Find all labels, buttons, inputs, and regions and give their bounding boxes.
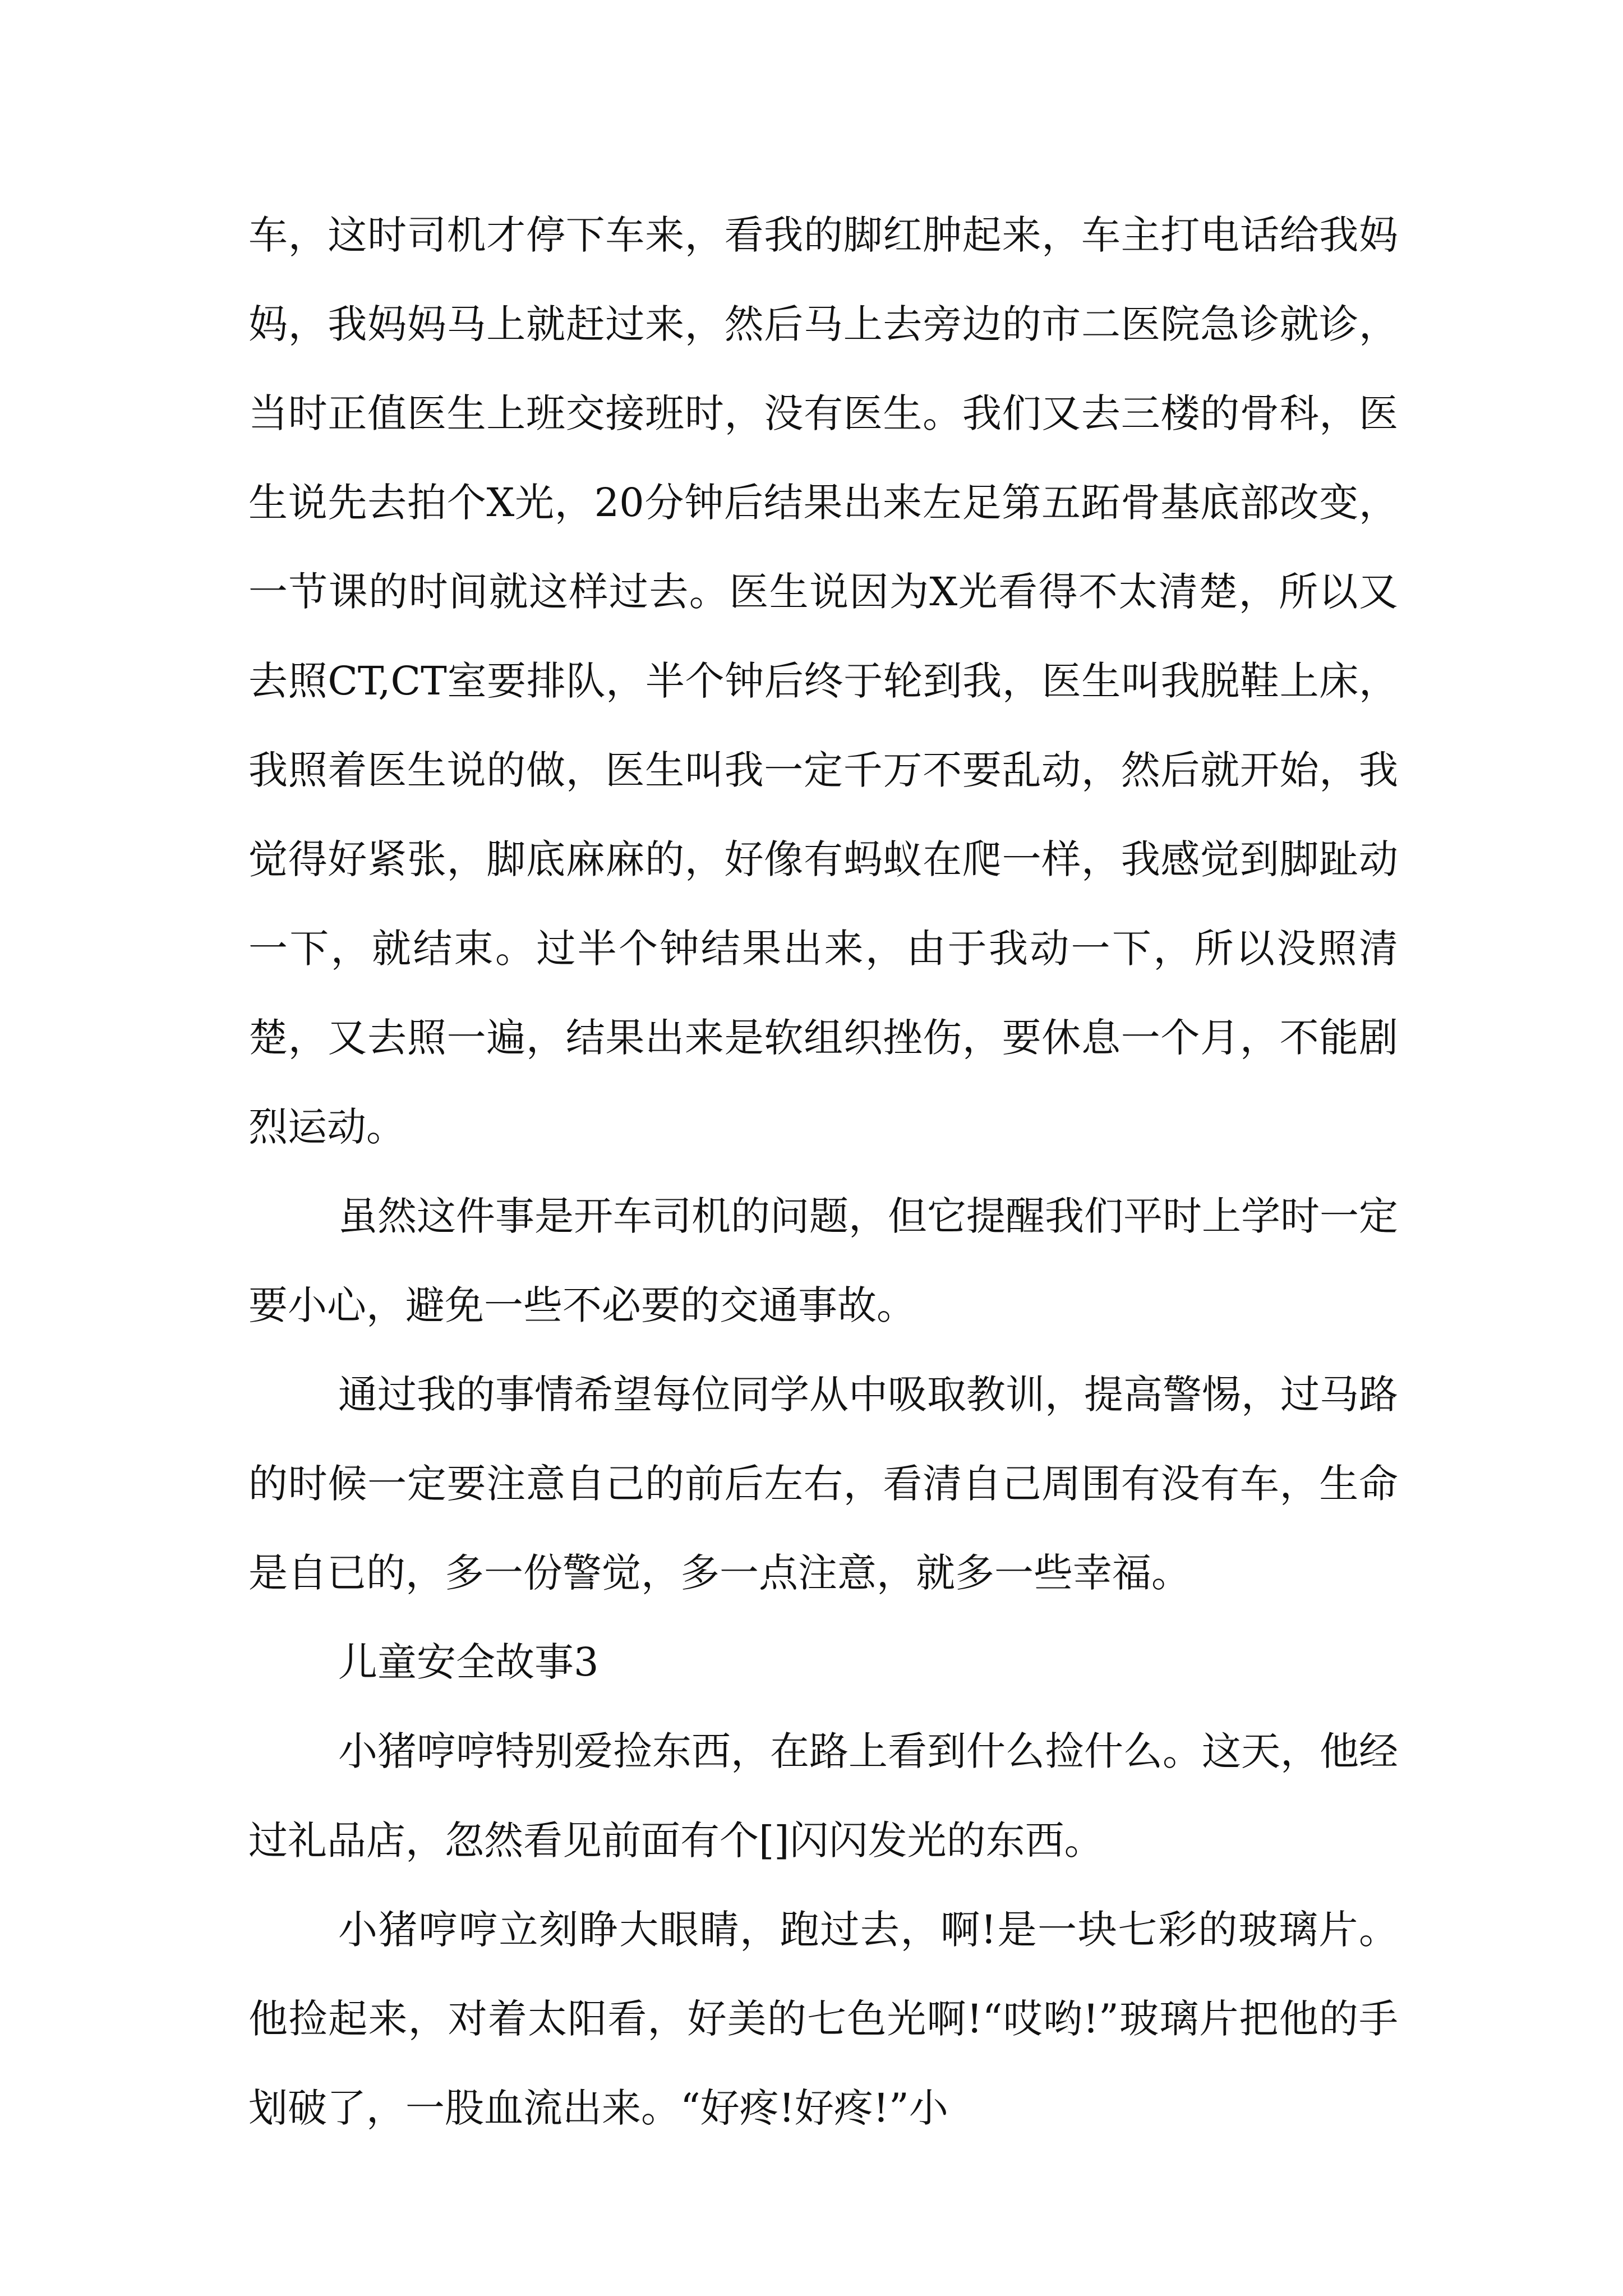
paragraph-story-glass: 小猪哼哼立刻睁大眼睛，跑过去，啊!是一块七彩的玻璃片。他捡起来，对着太阳看，好美的七色光啊!“哎哟!”玻璃片把他的手划破了，一股血流出来。“好疼!好疼!”小 <box>248 1907 1398 2131</box>
document-body <box>248 191 1398 2153</box>
paragraph-continuation: 车，这时司机才停下车来，看我的脚红肿起来，车主打电话给我妈妈，我妈妈马上就赶过来，然后马上去旁边的市二医院急诊就诊，当时正值医生上班交接班时，没有医生。我们又去三楼的骨科，医生说先去拍个X光，20分钟后结果出来左足第五跖骨基底部改变，一节课的时间就这样过去。医生说因为X光看得不太清楚，所以又去照CT,CT室要排队，半个钟后终于轮到我，医生叫我脱鞋上床，我照着医生说的做，医生叫我一定千万不要乱动，然后就开始，我觉得好紧张，脚底麻麻的，好像有蚂蚁在爬一样，我感觉到脚趾动一下，就结束。过半个钟结果出来，由于我动一下，所以没照清楚，又去照一遍，结果出来是软组织挫伤，要休息一个月，不能剧烈运动。 <box>248 212 1398 1150</box>
section-heading: 儿童安全故事3 <box>338 1639 599 1685</box>
paragraph-story-intro: 小猪哼哼特别爱捡东西，在路上看到什么捡什么。这天，他经过礼品店，忽然看见前面有个[]闪闪发光的东西。 <box>248 1728 1398 1864</box>
paragraph-lesson: 通过我的事情希望每位同学从中吸取教训，提高警惕，过马路的时候一定要注意自己的前后左右，看清自己周围有没有车，生命是自已的，多一份警觉，多一点注意，就多一些幸福。 <box>248 1372 1398 1596</box>
paragraph-reflection: 虽然这件事是开车司机的问题，但它提醒我们平时上学时一定要小心，避免一些不必要的交通事故。 <box>248 1193 1398 1328</box>
